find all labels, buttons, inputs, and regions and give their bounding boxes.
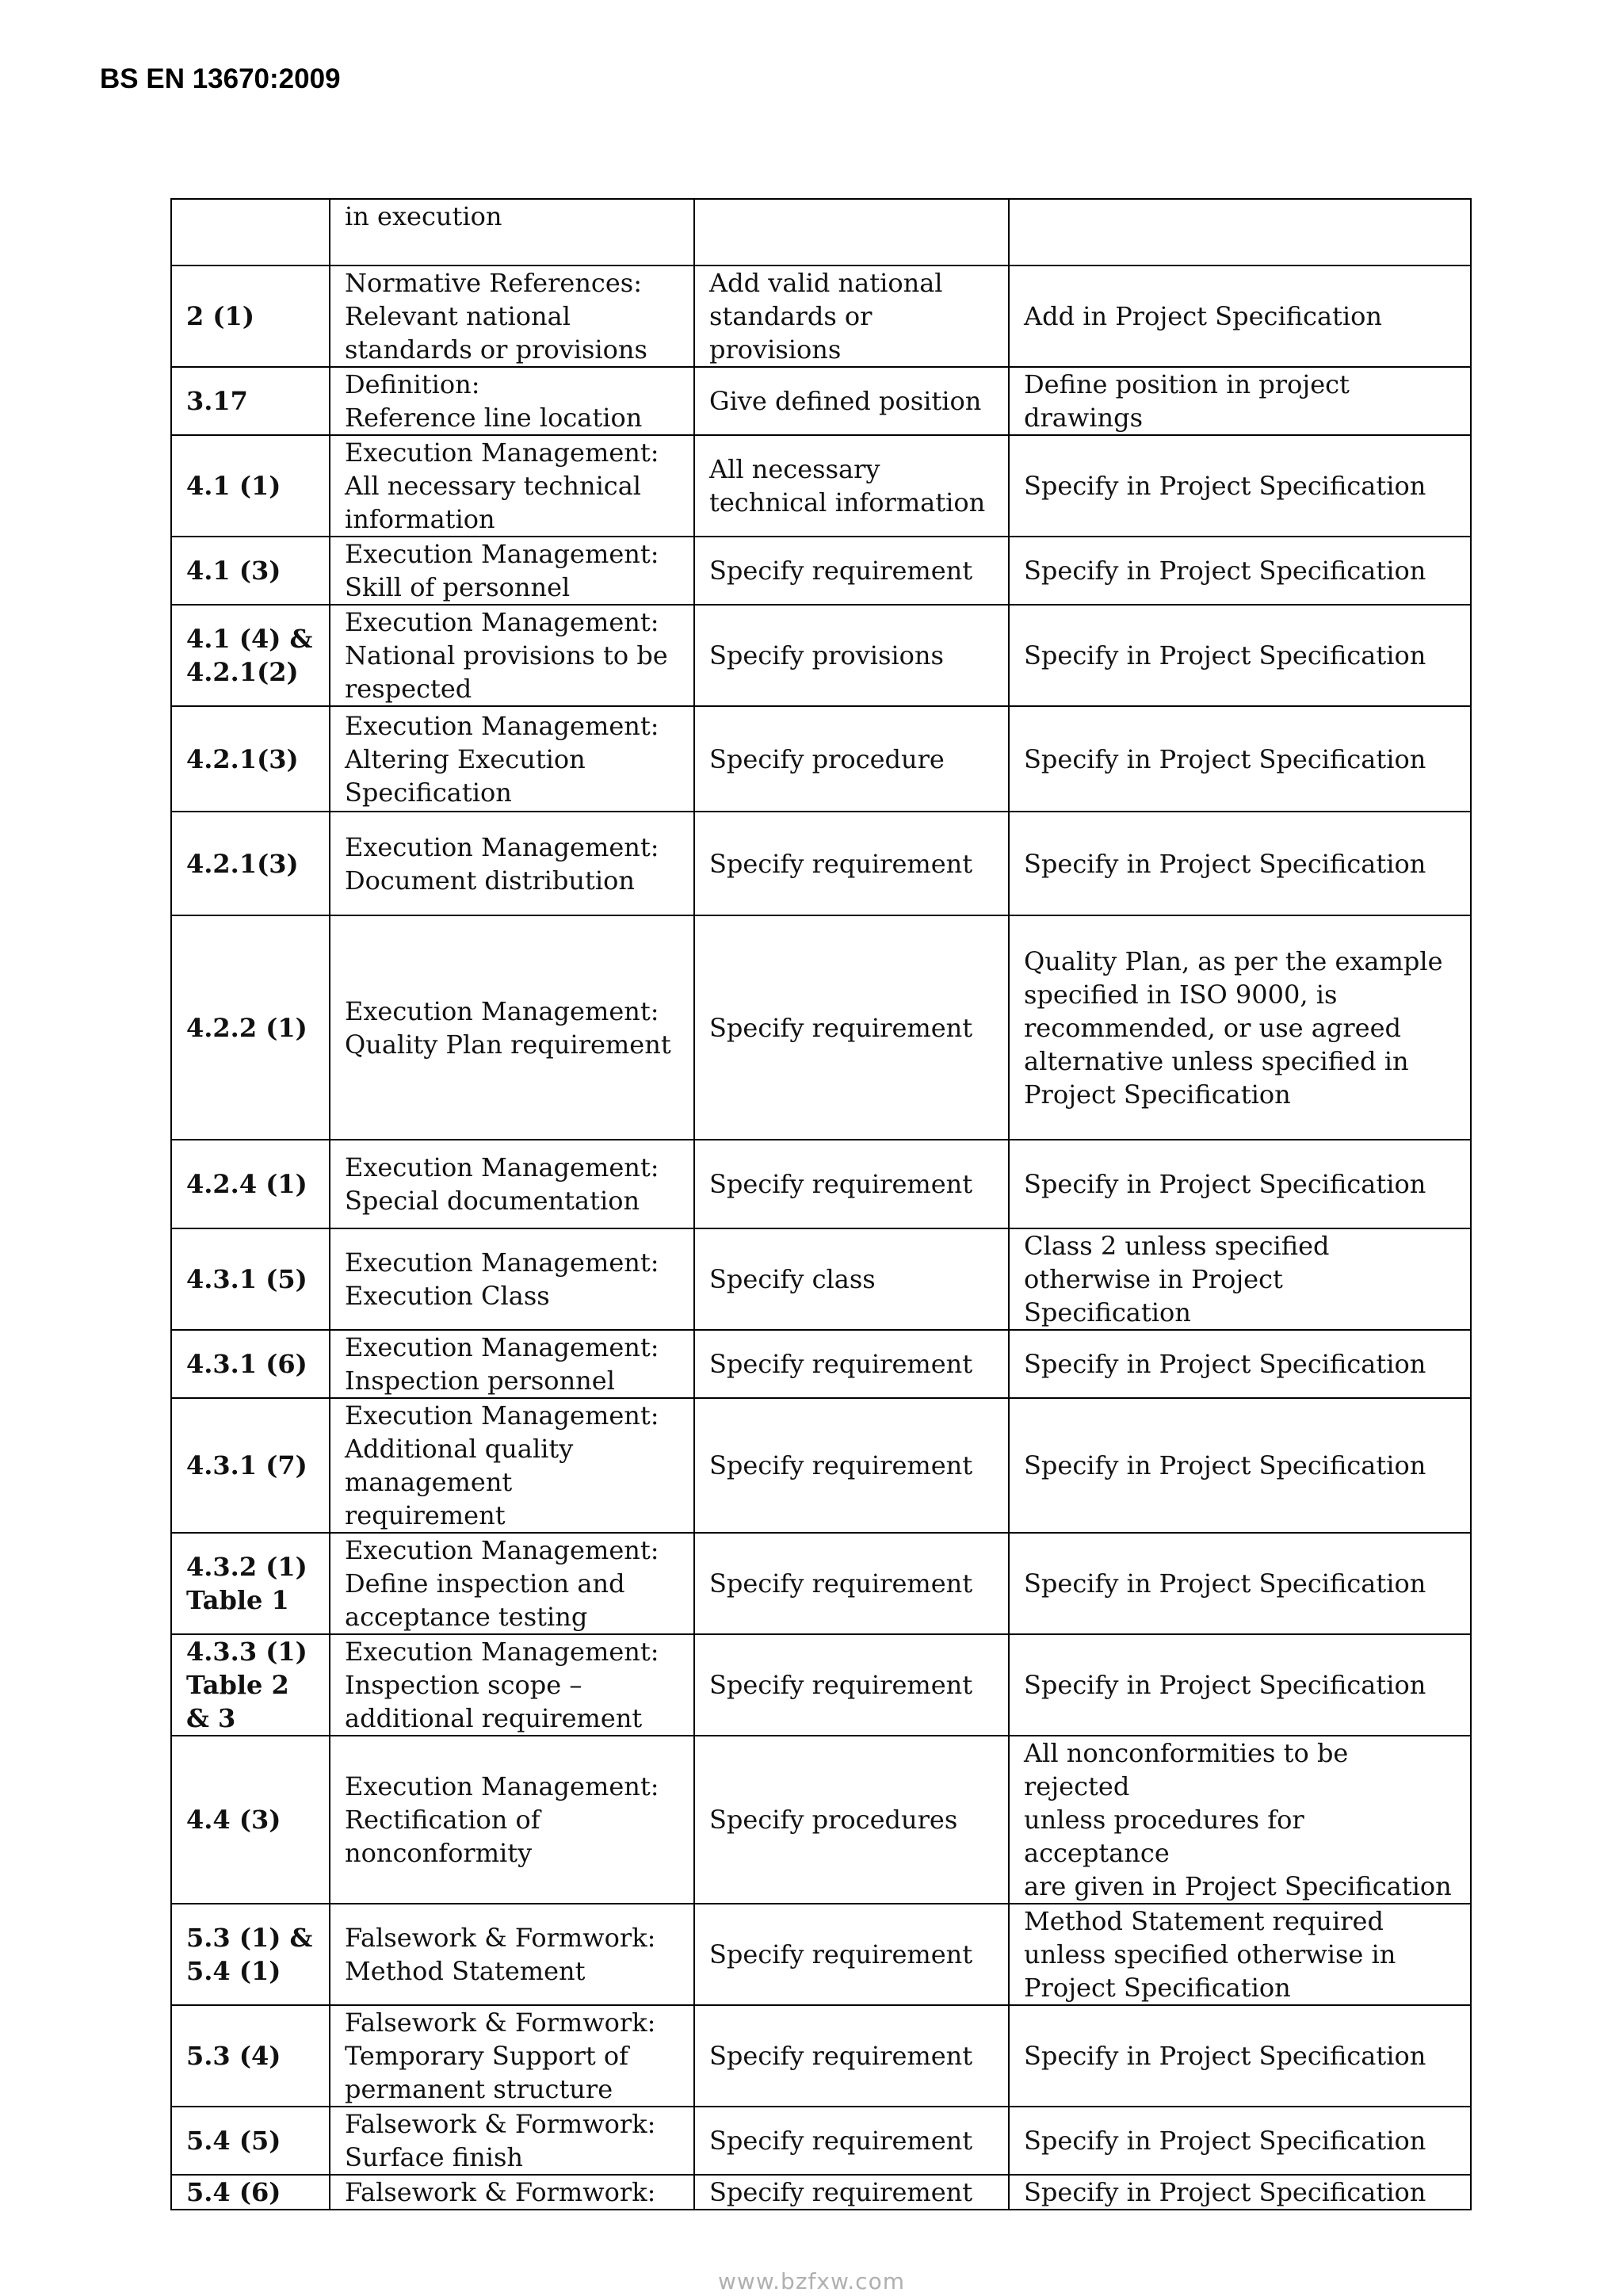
subject-cell-text: Execution Management: Inspection scope – additional requirement — [345, 1637, 659, 1733]
requirement-cell — [694, 812, 1009, 915]
action-cell — [1009, 605, 1471, 706]
subject-cell-text: in execution — [345, 201, 502, 231]
table-row — [171, 812, 1471, 915]
action-cell-text: Specify in Project Specification — [1024, 2126, 1426, 2156]
table-row — [171, 2005, 1471, 2107]
action-cell — [1009, 1736, 1471, 1904]
subject-cell-text: Execution Management: Special documentation — [345, 1152, 659, 1216]
clause-cell — [171, 812, 330, 915]
clause-cell-text: 4.3.1 (5) — [186, 1264, 307, 1294]
table-row — [171, 1330, 1471, 1398]
action-cell — [1009, 1904, 1471, 2005]
table-row — [171, 2175, 1471, 2210]
subject-cell-text: Execution Management: National provisions to be respected — [345, 607, 668, 704]
clause-cell — [171, 605, 330, 706]
table-row — [171, 266, 1471, 367]
action-cell-text: Specify in Project Specification — [1024, 2041, 1426, 2071]
subject-cell — [330, 2005, 694, 2107]
requirement-cell — [694, 266, 1009, 367]
subject-cell — [330, 1736, 694, 1904]
clause-cell-text: 4.3.1 (6) — [186, 1349, 307, 1379]
subject-cell — [330, 1533, 694, 1634]
requirement-cell — [694, 2175, 1009, 2210]
requirement-cell-text: Give defined position — [709, 386, 982, 416]
requirement-cell — [694, 1904, 1009, 2005]
requirement-cell-text: Specify requirement — [709, 1939, 973, 1969]
subject-cell — [330, 2107, 694, 2175]
requirement-cell — [694, 1330, 1009, 1398]
requirement-cell-text: Specify procedure — [709, 743, 945, 774]
clause-table — [170, 198, 1472, 2210]
subject-cell-text: Falsework & Formwork: — [345, 2177, 656, 2207]
clause-cell — [171, 1736, 330, 1904]
action-cell-text: Specify in Project Specification — [1024, 471, 1426, 501]
table-row — [171, 706, 1471, 812]
document-header: BS EN 13670:2009 — [100, 63, 341, 94]
requirement-cell — [694, 435, 1009, 537]
requirement-cell-text: Specify provisions — [709, 640, 944, 670]
subject-cell — [330, 266, 694, 367]
action-cell-text: All nonconformities to be rejected unless procedures for acceptance are given in Project Specification — [1024, 1738, 1452, 1901]
subject-cell — [330, 537, 694, 605]
action-cell-text: Add in Project Specification — [1024, 301, 1382, 331]
clause-cell — [171, 199, 330, 266]
requirement-cell-text: Specify class — [709, 1264, 876, 1294]
requirement-cell — [694, 1228, 1009, 1330]
action-cell — [1009, 1398, 1471, 1533]
subject-cell — [330, 2175, 694, 2210]
clause-cell — [171, 2175, 330, 2210]
requirement-cell — [694, 915, 1009, 1140]
clause-cell-text: 4.3.1 (7) — [186, 1450, 307, 1480]
requirement-cell — [694, 537, 1009, 605]
subject-cell-text: Normative References: Relevant national standards or provisions — [345, 268, 647, 365]
subject-cell-text: Execution Management: Additional quality management requirement — [345, 1400, 659, 1530]
requirement-cell-text: Specify requirement — [709, 1012, 973, 1043]
requirement-cell-text: Add valid national standards or provisions — [709, 268, 943, 365]
table-row — [171, 1228, 1471, 1330]
action-cell-text: Specify in Project Specification — [1024, 556, 1426, 586]
clause-cell-text: 3.17 — [186, 386, 248, 416]
action-cell — [1009, 266, 1471, 367]
subject-cell-text: Execution Management: Document distribution — [345, 831, 659, 896]
action-cell-text: Define position in project drawings — [1024, 369, 1350, 433]
subject-cell — [330, 1330, 694, 1398]
action-cell — [1009, 367, 1471, 435]
clause-cell-text: 4.2.1(3) — [186, 848, 299, 879]
clause-cell — [171, 706, 330, 812]
table-row — [171, 1904, 1471, 2005]
clause-cell-text: 5.4 (6) — [186, 2177, 281, 2207]
subject-cell-text: Execution Management: Altering Execution Specification — [345, 710, 659, 808]
table-row — [171, 1634, 1471, 1736]
clause-cell-text: 4.1 (4) & 4.2.1(2) — [186, 624, 313, 687]
requirement-cell — [694, 2107, 1009, 2175]
clause-cell-text: 5.3 (1) & 5.4 (1) — [186, 1923, 313, 1986]
action-cell — [1009, 1330, 1471, 1398]
subject-cell-text: Definition: Reference line location — [345, 369, 643, 433]
subject-cell — [330, 199, 694, 266]
table-row — [171, 2107, 1471, 2175]
clause-cell-text: 4.2.4 (1) — [186, 1169, 307, 1199]
requirement-cell — [694, 1533, 1009, 1634]
table-row — [171, 1736, 1471, 1904]
subject-cell-text: Execution Management: Skill of personnel — [345, 539, 659, 602]
clause-cell-text: 4.3.3 (1) Table 2 & 3 — [186, 1637, 307, 1733]
requirement-cell-text: Specify requirement — [709, 848, 973, 879]
subject-cell — [330, 706, 694, 812]
clause-cell-text: 4.3.2 (1) Table 1 — [186, 1552, 307, 1615]
subject-cell — [330, 915, 694, 1140]
subject-cell-text: Falsework & Formwork: Temporary Support of permanent structure — [345, 2008, 656, 2104]
subject-cell — [330, 605, 694, 706]
table-row — [171, 915, 1471, 1140]
clause-cell — [171, 1904, 330, 2005]
action-cell-text: Class 2 unless specified otherwise in Project Specification — [1024, 1231, 1330, 1328]
action-cell-text: Specify in Project Specification — [1024, 848, 1426, 879]
action-cell — [1009, 2107, 1471, 2175]
clause-cell — [171, 1330, 330, 1398]
subject-cell-text: Execution Management: Quality Plan requirement — [345, 995, 671, 1060]
action-cell-text: Specify in Project Specification — [1024, 1349, 1426, 1379]
requirement-cell-text: Specify requirement — [709, 2177, 973, 2207]
subject-cell — [330, 1398, 694, 1533]
requirement-cell — [694, 2005, 1009, 2107]
subject-cell — [330, 1634, 694, 1736]
action-cell-text: Specify in Project Specification — [1024, 640, 1426, 670]
clause-cell-text: 4.4 (3) — [186, 1805, 281, 1835]
action-cell — [1009, 812, 1471, 915]
requirement-cell-text: Specify procedures — [709, 1805, 958, 1835]
subject-cell — [330, 1228, 694, 1330]
clause-cell — [171, 1398, 330, 1533]
table-row — [171, 1398, 1471, 1533]
table-row — [171, 605, 1471, 706]
clause-cell-text: 4.1 (3) — [186, 556, 281, 586]
clause-cell-text: 5.4 (5) — [186, 2126, 281, 2156]
action-cell-text: Specify in Project Specification — [1024, 1169, 1426, 1199]
clause-cell — [171, 915, 330, 1140]
requirement-cell — [694, 1736, 1009, 1904]
table-row — [171, 1533, 1471, 1634]
clause-cell — [171, 367, 330, 435]
clause-cell — [171, 266, 330, 367]
subject-cell — [330, 435, 694, 537]
requirement-cell — [694, 1398, 1009, 1533]
requirement-cell-text: Specify requirement — [709, 556, 973, 586]
subject-cell-text: Execution Management: Inspection personnel — [345, 1332, 659, 1396]
table-row — [171, 367, 1471, 435]
requirement-cell — [694, 605, 1009, 706]
table-row — [171, 1140, 1471, 1228]
action-cell — [1009, 706, 1471, 812]
subject-cell-text: Execution Management: Rectification of nonconformity — [345, 1771, 659, 1868]
requirement-cell-text: Specify requirement — [709, 1349, 973, 1379]
action-cell — [1009, 2005, 1471, 2107]
subject-cell — [330, 367, 694, 435]
table-row — [171, 435, 1471, 537]
requirement-cell — [694, 706, 1009, 812]
action-cell-text: Method Statement required unless specified otherwise in Project Specification — [1024, 1906, 1396, 2003]
table-row — [171, 537, 1471, 605]
requirement-cell — [694, 1140, 1009, 1228]
subject-cell-text: Execution Management: Define inspection and acceptance testing — [345, 1535, 659, 1632]
subject-cell — [330, 1140, 694, 1228]
clause-cell-text: 4.2.1(3) — [186, 743, 299, 774]
clause-cell — [171, 435, 330, 537]
clause-cell-text: 4.2.2 (1) — [186, 1012, 307, 1043]
clause-cell — [171, 2107, 330, 2175]
subject-cell — [330, 812, 694, 915]
action-cell-text: Quality Plan, as per the example specified in ISO 9000, is recommended, or use agreed alternative unless specified in Project Specification — [1024, 946, 1443, 1110]
action-cell — [1009, 2175, 1471, 2210]
subject-cell-text: Execution Management: Execution Class — [345, 1247, 659, 1311]
clause-cell — [171, 2005, 330, 2107]
action-cell — [1009, 537, 1471, 605]
watermark: www.bzfxw.com — [718, 2268, 905, 2294]
action-cell-text: Specify in Project Specification — [1024, 743, 1426, 774]
requirement-cell-text: All necessary technical information — [709, 454, 986, 518]
clause-cell — [171, 1140, 330, 1228]
clause-cell — [171, 1228, 330, 1330]
requirement-cell-text: Specify requirement — [709, 1670, 973, 1700]
clause-cell-text: 4.1 (1) — [186, 471, 281, 501]
action-cell — [1009, 1228, 1471, 1330]
subject-cell-text: Falsework & Formwork: Method Statement — [345, 1923, 656, 1986]
action-cell — [1009, 1533, 1471, 1634]
requirement-cell-text: Specify requirement — [709, 1169, 973, 1199]
action-cell-text: Specify in Project Specification — [1024, 1568, 1426, 1599]
action-cell — [1009, 1634, 1471, 1736]
action-cell-text: Specify in Project Specification — [1024, 2177, 1426, 2207]
requirement-cell — [694, 199, 1009, 266]
table-row — [171, 199, 1471, 266]
action-cell — [1009, 435, 1471, 537]
action-cell-text: Specify in Project Specification — [1024, 1670, 1426, 1700]
requirement-cell-text: Specify requirement — [709, 2041, 973, 2071]
subject-cell-text: Falsework & Formwork: Surface finish — [345, 2109, 656, 2172]
subject-cell — [330, 1904, 694, 2005]
action-cell — [1009, 915, 1471, 1140]
action-cell — [1009, 199, 1471, 266]
requirement-cell-text: Specify requirement — [709, 1568, 973, 1599]
requirement-cell-text: Specify requirement — [709, 1450, 973, 1480]
clause-cell — [171, 1634, 330, 1736]
clause-cell — [171, 1533, 330, 1634]
clause-cell-text: 2 (1) — [186, 301, 254, 331]
clause-cell-text: 5.3 (4) — [186, 2041, 281, 2071]
action-cell — [1009, 1140, 1471, 1228]
clause-table-body — [171, 199, 1471, 2210]
requirement-cell — [694, 367, 1009, 435]
clause-cell — [171, 537, 330, 605]
subject-cell-text: Execution Management: All necessary technical information — [345, 437, 659, 534]
requirement-cell — [694, 1634, 1009, 1736]
action-cell-text: Specify in Project Specification — [1024, 1450, 1426, 1480]
requirement-cell-text: Specify requirement — [709, 2126, 973, 2156]
